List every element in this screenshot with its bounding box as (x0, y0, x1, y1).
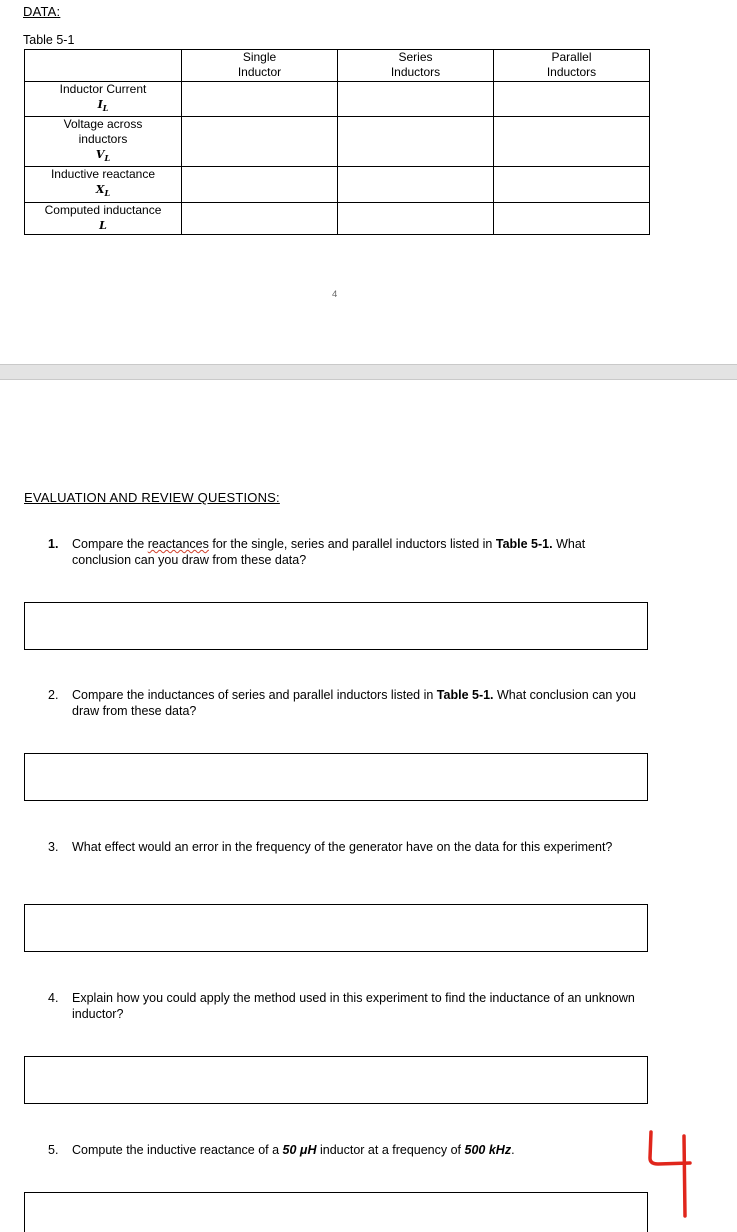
row-label-text: inductors (78, 132, 128, 147)
cell-input-series[interactable] (338, 167, 494, 202)
symbol-XL: $X_L$ (95, 183, 111, 199)
row-label-inductor-current (25, 82, 182, 117)
column-header-single (182, 50, 338, 82)
row-label-text: Inductor Current (59, 82, 147, 96)
column-header-line: Inductors (546, 65, 597, 79)
page-break (0, 364, 737, 380)
question-text: Explain how you could apply the method used in this experiment to find the inductance of an unknown inductor? (72, 991, 635, 1021)
question-1 (48, 536, 638, 568)
answer-box-5[interactable] (24, 1192, 648, 1232)
row-label-text: Inductive reactance (50, 167, 156, 182)
table-corner-cell (25, 50, 182, 82)
symbol-L: L (99, 218, 107, 232)
cell-input-series[interactable] (338, 82, 494, 117)
question-text: Compute the inductive reactance of a 50 μH inductor at a frequency of 500 kHz. (72, 1143, 515, 1157)
page-number: 4 (332, 289, 338, 300)
cell-input-parallel[interactable] (494, 82, 650, 117)
cell-input-single[interactable] (182, 167, 338, 202)
question-number: 3. (48, 840, 59, 854)
symbol-VL: $V_L$ (95, 148, 111, 164)
column-header-line: Series (398, 50, 433, 64)
page-1 (0, 0, 737, 364)
answer-box-3[interactable] (24, 904, 648, 952)
symbol-IL: $I_L$ (97, 98, 109, 114)
table-row-inductor-current (25, 82, 650, 117)
question-text: What effect would an error in the frequency of the generator have on the data for this experiment? (72, 840, 613, 854)
row-label-text: Voltage across (63, 117, 143, 132)
row-label-inductance (25, 202, 182, 234)
question-text: Compare the reactances for the single, series and parallel inductors listed in Table 5-1. What conclusion can you draw from these data? (72, 537, 586, 567)
value-frequency: 500 kHz (464, 1143, 512, 1157)
cell-input-single[interactable] (182, 202, 338, 234)
column-header-parallel (494, 50, 650, 82)
table-header-row (25, 50, 650, 82)
row-label-voltage (25, 117, 182, 167)
row-label-text: Computed inductance (44, 202, 162, 217)
handwritten-stroke (684, 1136, 685, 1216)
cell-input-parallel[interactable] (494, 202, 650, 234)
question-5 (48, 1142, 638, 1158)
handwritten-four-annotation (644, 1128, 694, 1220)
column-header-line: Inductor (237, 65, 282, 79)
cell-input-single[interactable] (182, 117, 338, 167)
answer-box-2[interactable] (24, 753, 648, 801)
cell-input-series[interactable] (338, 202, 494, 234)
cell-input-series[interactable] (338, 117, 494, 167)
column-header-line: Single (242, 50, 277, 64)
cell-input-parallel[interactable] (494, 167, 650, 202)
data-table (24, 49, 650, 235)
question-3 (48, 839, 638, 855)
column-header-line: Parallel (551, 50, 592, 64)
question-4 (48, 990, 638, 1022)
question-text: Compare the inductances of series and parallel inductors listed in Table 5-1. What conclusion can you draw from these data? (72, 688, 636, 718)
question-number: 4. (48, 991, 59, 1005)
cell-input-parallel[interactable] (494, 117, 650, 167)
question-number: 2. (48, 688, 59, 702)
answer-box-4[interactable] (24, 1056, 648, 1104)
table-row-reactance (25, 167, 650, 202)
evaluation-heading: EVALUATION AND REVIEW QUESTIONS: (24, 490, 280, 505)
column-header-line: Inductors (390, 65, 441, 79)
value-inductance: 50 μH (282, 1143, 317, 1157)
cell-input-single[interactable] (182, 82, 338, 117)
question-2 (48, 687, 638, 719)
table-row-inductance (25, 202, 650, 234)
answer-box-1[interactable] (24, 602, 648, 650)
row-label-reactance (25, 167, 182, 202)
table-row-voltage (25, 117, 650, 167)
question-number: 5. (48, 1143, 59, 1157)
table-caption: Table 5-1 (23, 33, 75, 47)
question-number: 1. (48, 537, 59, 551)
column-header-series (338, 50, 494, 82)
spellcheck-flagged-word[interactable]: reactances (147, 537, 209, 551)
data-heading: DATA: (23, 4, 61, 19)
